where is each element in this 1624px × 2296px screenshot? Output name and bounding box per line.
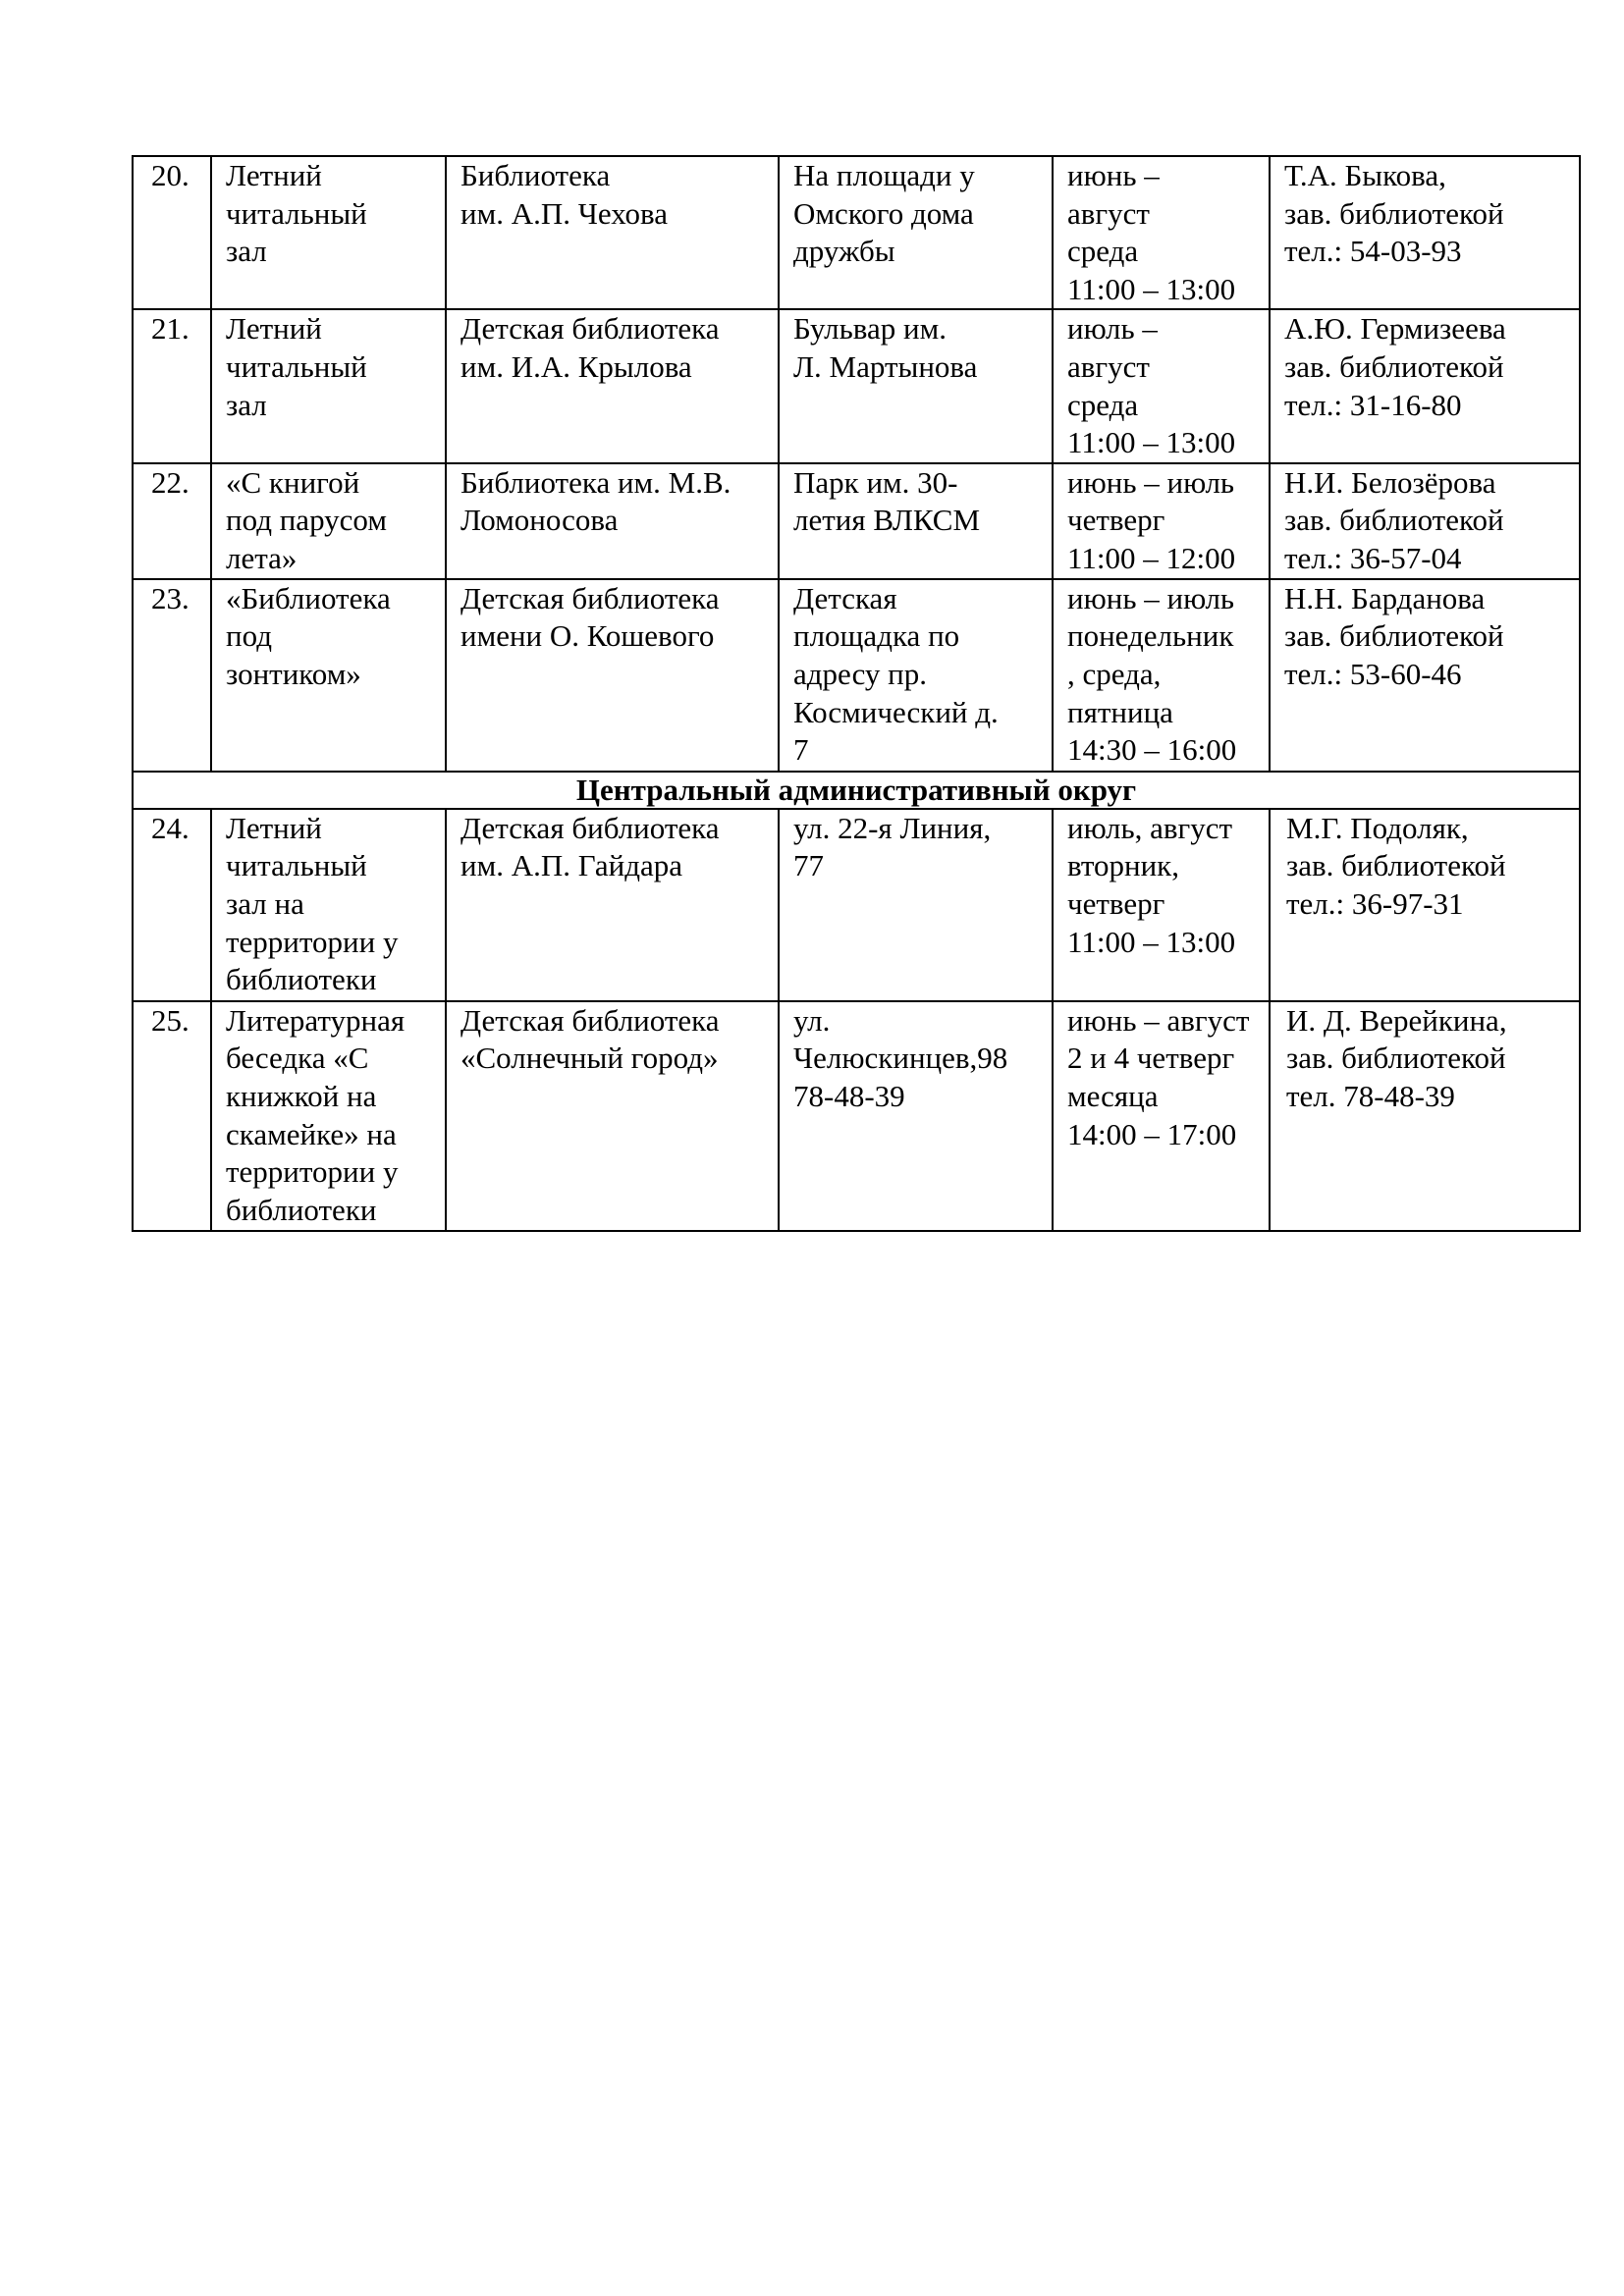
row-number: 20. — [133, 156, 211, 309]
event-name: Литературная беседка «С книжкой на скамейке» на территории у библиотеки — [211, 1001, 446, 1231]
row-number: 24. — [133, 809, 211, 1001]
event-name: «С книгой под парусом лета» — [211, 463, 446, 579]
place: Детская площадка по адресу пр. Космический д. 7 — [779, 579, 1053, 772]
place: На площади у Омского дома дружбы — [779, 156, 1053, 309]
events-table — [132, 155, 1581, 1232]
contact: Н.Н. Барданова зав. библиотекой тел.: 53-60-46 — [1270, 579, 1580, 772]
event-name: «Библиотека под зонтиком» — [211, 579, 446, 772]
schedule: июнь – август 2 и 4 четверг месяца 14:00 – 17:00 — [1053, 1001, 1270, 1231]
section-title: Центральный административный округ — [133, 772, 1580, 809]
event-name: Летний читальный зал — [211, 309, 446, 462]
schedule: июнь – июль четверг 11:00 – 12:00 — [1053, 463, 1270, 579]
contact: И. Д. Верейкина, зав. библиотекой тел. 78-48-39 — [1270, 1001, 1580, 1231]
organizer: Детская библиотека им. А.П. Гайдара — [446, 809, 779, 1001]
schedule: июль – август среда 11:00 – 13:00 — [1053, 309, 1270, 462]
schedule: июнь – июль понедельник , среда, пятница 14:30 – 16:00 — [1053, 579, 1270, 772]
place: ул. Челюскинцев,98 78-48-39 — [779, 1001, 1053, 1231]
organizer: Библиотека им. М.В. Ломоносова — [446, 463, 779, 579]
table-row — [133, 156, 1580, 309]
table-row — [133, 309, 1580, 462]
contact: М.Г. Подоляк, зав. библиотекой тел.: 36-97-31 — [1270, 809, 1580, 1001]
section-row — [133, 772, 1580, 809]
contact: А.Ю. Гермизеева зав. библиотекой тел.: 31-16-80 — [1270, 309, 1580, 462]
row-number: 21. — [133, 309, 211, 462]
place: Бульвар им. Л. Мартынова — [779, 309, 1053, 462]
organizer: Детская библиотека им. И.А. Крылова — [446, 309, 779, 462]
table-row — [133, 579, 1580, 772]
table-row — [133, 809, 1580, 1001]
place: Парк им. 30- летия ВЛКСМ — [779, 463, 1053, 579]
row-number: 23. — [133, 579, 211, 772]
contact: Т.А. Быкова, зав. библиотекой тел.: 54-03-93 — [1270, 156, 1580, 309]
table-row — [133, 463, 1580, 579]
organizer: Детская библиотека «Солнечный город» — [446, 1001, 779, 1231]
row-number: 25. — [133, 1001, 211, 1231]
place: ул. 22-я Линия, 77 — [779, 809, 1053, 1001]
schedule: июль, август вторник, четверг 11:00 – 13:00 — [1053, 809, 1270, 1001]
organizer: Детская библиотека имени О. Кошевого — [446, 579, 779, 772]
contact: Н.И. Белозёрова зав. библиотекой тел.: 36-57-04 — [1270, 463, 1580, 579]
schedule: июнь – август среда 11:00 – 13:00 — [1053, 156, 1270, 309]
table-row — [133, 1001, 1580, 1231]
organizer: Библиотека им. А.П. Чехова — [446, 156, 779, 309]
row-number: 22. — [133, 463, 211, 579]
event-name: Летний читальный зал — [211, 156, 446, 309]
event-name: Летний читальный зал на территории у библиотеки — [211, 809, 446, 1001]
